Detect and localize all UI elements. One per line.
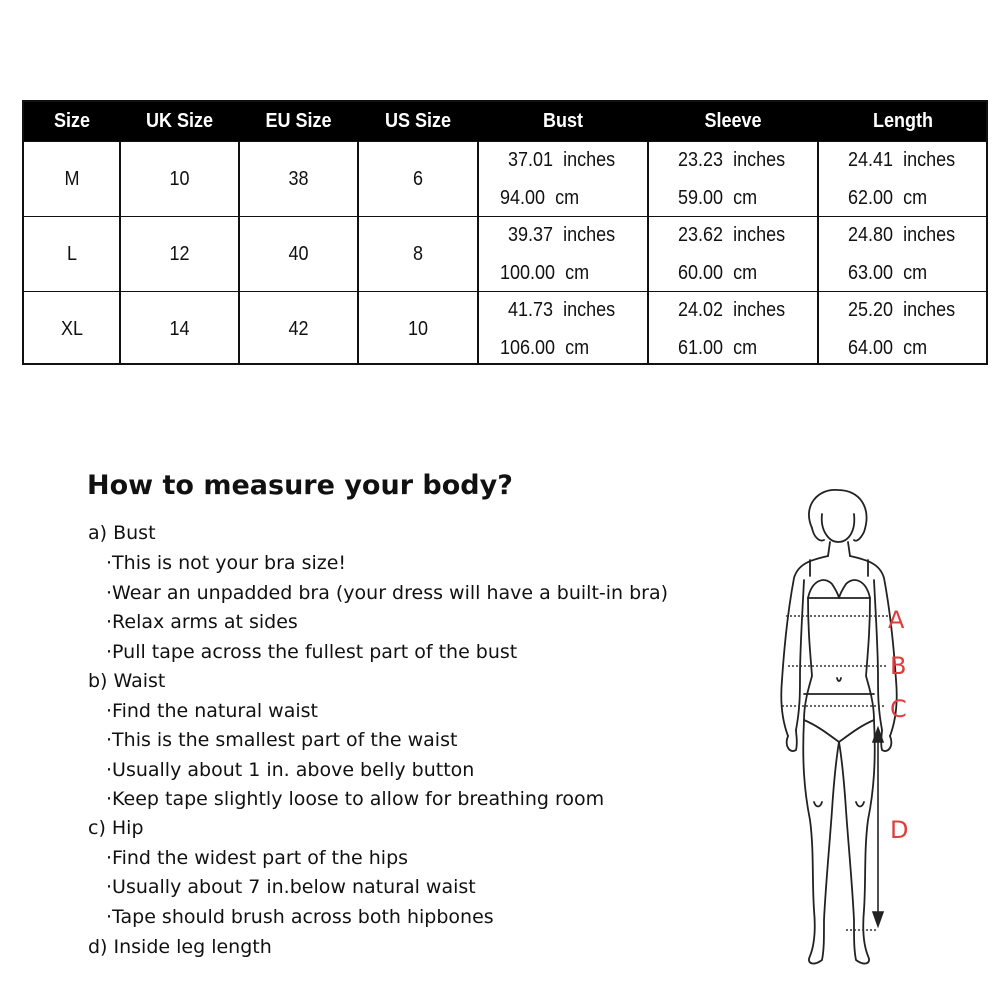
label-c: C: [890, 695, 907, 723]
length-inches-value: 25.20: [848, 299, 894, 321]
inches-unit: inches: [903, 299, 956, 321]
cell-sleeve: [648, 292, 818, 367]
measure-labels: [888, 606, 908, 844]
cell-uk-size: 14: [169, 318, 190, 340]
section-inside-leg-label: d) Inside leg length: [88, 936, 272, 958]
cm-unit: cm: [903, 337, 928, 359]
cell-length: [818, 217, 988, 292]
cell-bust: [478, 142, 648, 217]
cm-unit: cm: [733, 187, 758, 209]
header-uk-size: UK Size: [145, 110, 214, 132]
section-bust-label: a) Bust: [88, 522, 156, 544]
cell-eu-size: 38: [288, 168, 309, 190]
bust-inches-value: 41.73: [508, 299, 554, 321]
section-waist-label: b) Waist: [88, 670, 166, 692]
inches-unit: inches: [903, 149, 956, 171]
table-row: [24, 216, 986, 291]
length-cm-value: 64.00: [848, 337, 894, 359]
cm-unit: cm: [565, 262, 590, 284]
cell-sleeve: [648, 217, 818, 292]
length-cm-value: 63.00: [848, 262, 894, 284]
cell-uk-size: 10: [169, 168, 190, 190]
cell-us-size: 10: [407, 318, 429, 340]
header-size: Size: [53, 110, 91, 132]
cm-unit: cm: [565, 337, 590, 359]
label-b: B: [890, 652, 907, 680]
cell-size: M: [64, 168, 80, 190]
sleeve-cm-value: 61.00: [678, 337, 724, 359]
cm-unit: cm: [903, 262, 928, 284]
size-table: [22, 100, 988, 365]
bust-inches-value: 37.01: [508, 149, 554, 171]
bust-inches-value: 39.37: [508, 224, 554, 246]
cell-us-size: 8: [412, 243, 424, 265]
cell-bust: [478, 292, 648, 367]
label-d: D: [890, 816, 909, 844]
cell-size: L: [66, 243, 78, 265]
body-outline-icon: [781, 490, 897, 964]
bullet-text: ·Pull tape across the fullest part of the bust: [106, 641, 518, 663]
bust-cm-value: 100.00: [500, 262, 556, 284]
bullet-text: ·Find the natural waist: [106, 700, 318, 722]
sleeve-inches-value: 24.02: [678, 299, 724, 321]
cell-size: XL: [60, 318, 84, 340]
bust-cm-value: 94.00: [500, 187, 546, 209]
section-hip-label: c) Hip: [88, 817, 144, 839]
sleeve-inches-value: 23.23: [678, 149, 724, 171]
cell-sleeve: [648, 142, 818, 217]
sleeve-cm-value: 60.00: [678, 262, 724, 284]
bullet-text: ·Tape should brush across both hipbones: [106, 906, 494, 928]
body-measurement-figure: [760, 480, 980, 980]
cm-unit: cm: [733, 337, 758, 359]
cell-bust: [478, 217, 648, 292]
cm-unit: cm: [903, 187, 928, 209]
bullet-text: ·Find the widest part of the hips: [106, 847, 409, 869]
bullet-text: ·This is the smallest part of the waist: [106, 729, 458, 751]
cell-eu-size: 42: [288, 318, 309, 340]
table-row: [24, 141, 986, 216]
bullet-text: ·Usually about 1 in. above belly button: [106, 759, 475, 781]
cm-unit: cm: [555, 187, 580, 209]
inches-unit: inches: [563, 149, 616, 171]
inches-unit: inches: [903, 224, 956, 246]
cell-us-size: 6: [412, 168, 424, 190]
cell-uk-size: 12: [169, 243, 190, 265]
table-header: [24, 102, 986, 141]
length-inches-value: 24.41: [848, 149, 894, 171]
header-eu-size: EU Size: [265, 110, 332, 132]
header-sleeve: Sleeve: [704, 110, 762, 132]
cell-eu-size: 40: [288, 243, 309, 265]
header-us-size: US Size: [384, 110, 452, 132]
inches-unit: inches: [733, 149, 786, 171]
header-bust: Bust: [542, 110, 583, 132]
bullet-text: ·Keep tape slightly loose to allow for breathing room: [106, 788, 605, 810]
bullet-text: ·Relax arms at sides: [106, 611, 298, 633]
inches-unit: inches: [733, 224, 786, 246]
label-a: A: [888, 606, 905, 634]
table-row: [24, 291, 986, 366]
cell-length: [818, 142, 988, 217]
bullet-text: ·Wear an unpadded bra (your dress will have a built-in bra): [106, 582, 669, 604]
bullet-text: ·This is not your bra size!: [106, 552, 347, 574]
sleeve-inches-value: 23.62: [678, 224, 724, 246]
sleeve-cm-value: 59.00: [678, 187, 724, 209]
bullet-text: ·Usually about 7 in.below natural waist: [106, 876, 476, 898]
guide-title: How to measure your body?: [87, 470, 513, 501]
cell-length: [818, 292, 988, 367]
bust-cm-value: 106.00: [500, 337, 556, 359]
cm-unit: cm: [733, 262, 758, 284]
inches-unit: inches: [563, 299, 616, 321]
length-inches-value: 24.80: [848, 224, 894, 246]
length-cm-value: 62.00: [848, 187, 894, 209]
inches-unit: inches: [563, 224, 616, 246]
inches-unit: inches: [733, 299, 786, 321]
header-length: Length: [873, 110, 933, 132]
